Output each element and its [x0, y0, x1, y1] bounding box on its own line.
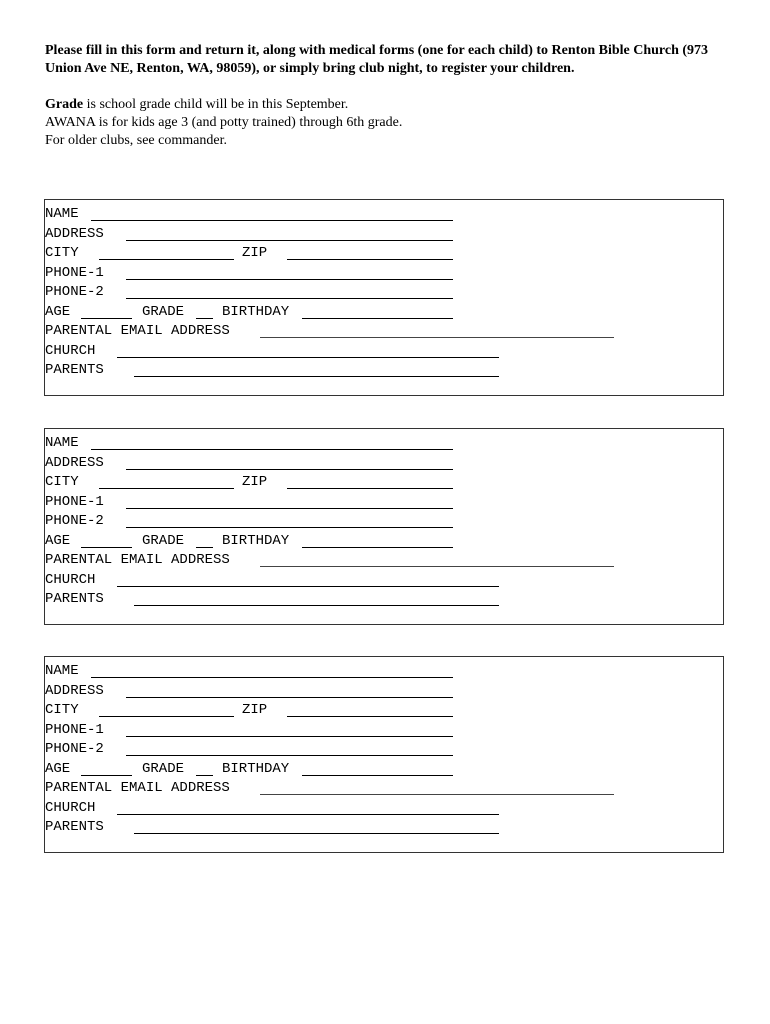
parental-email-row [45, 551, 685, 571]
age-grade-birthday-row [45, 303, 685, 323]
name-field[interactable] [91, 449, 453, 450]
name-row [45, 434, 685, 454]
name-row [45, 662, 685, 682]
city-zip-row [45, 473, 685, 493]
child-form-3 [44, 656, 724, 853]
name-label: NAME [45, 435, 79, 451]
age-grade-birthday-row [45, 532, 685, 552]
address-label: ADDRESS [45, 225, 104, 242]
zip-label: ZIP [242, 702, 268, 718]
city-label: CITY [45, 474, 79, 490]
phone1-label: PHONE-1 [45, 493, 104, 510]
birthday-label: BIRTHDAY [222, 532, 290, 549]
address-label: ADDRESS [45, 454, 104, 471]
grade-term: Grade [45, 97, 84, 112]
phone2-row [45, 283, 685, 303]
city-label: CITY [45, 245, 79, 261]
birthday-field[interactable] [302, 318, 453, 319]
age-field[interactable] [81, 775, 132, 776]
grade-note [45, 96, 735, 114]
name-label: NAME [45, 663, 79, 679]
name-field[interactable] [91, 677, 453, 678]
grade-label: GRADE [142, 760, 185, 777]
phone2-label: PHONE-2 [45, 284, 104, 300]
instructions-bold: Please fill in this form and return it, along with medical forms (one for each child) to Renton Bible Church (973 Union Ave NE, Renton, WA, 98059), or simply bring club night, to register your children. [45, 43, 709, 76]
address-field[interactable] [126, 469, 453, 470]
parental-email-label: PARENTAL EMAIL ADDRESS [45, 323, 230, 339]
parental-email-row [45, 779, 685, 799]
name-label: NAME [45, 206, 79, 222]
church-row [45, 342, 685, 362]
address-row [45, 454, 685, 474]
parental-email-field[interactable] [260, 794, 614, 795]
church-field[interactable] [117, 814, 499, 815]
age-field[interactable] [81, 318, 132, 319]
grade-field[interactable] [196, 775, 213, 776]
city-zip-row [45, 244, 685, 264]
parental-email-row [45, 322, 685, 342]
name-row [45, 205, 685, 225]
zip-field[interactable] [287, 259, 453, 260]
phone2-row [45, 512, 685, 532]
phone2-field[interactable] [126, 527, 453, 528]
parents-label: PARENTS [45, 819, 104, 835]
birthday-label: BIRTHDAY [222, 760, 290, 777]
zip-field[interactable] [287, 488, 453, 489]
parental-email-label: PARENTAL EMAIL ADDRESS [45, 780, 230, 796]
address-label: ADDRESS [45, 682, 104, 699]
phone2-field[interactable] [126, 298, 453, 299]
phone1-label: PHONE-1 [45, 264, 104, 281]
phone1-row [45, 493, 685, 513]
age-label: AGE [45, 760, 71, 777]
birthday-field[interactable] [302, 547, 453, 548]
phone2-label: PHONE-2 [45, 513, 104, 529]
grade-label: GRADE [142, 303, 185, 320]
phone2-label: PHONE-2 [45, 741, 104, 757]
city-field[interactable] [99, 488, 234, 489]
church-field[interactable] [117, 357, 499, 358]
age-label: AGE [45, 532, 71, 549]
phone1-label: PHONE-1 [45, 721, 104, 738]
parents-label: PARENTS [45, 362, 104, 378]
zip-label: ZIP [242, 474, 268, 490]
city-zip-row [45, 701, 685, 721]
older-clubs-note: For older clubs, see commander. [45, 133, 227, 148]
age-field[interactable] [81, 547, 132, 548]
parents-field[interactable] [134, 376, 499, 377]
grade-field[interactable] [196, 318, 213, 319]
church-field[interactable] [117, 586, 499, 587]
parental-email-label: PARENTAL EMAIL ADDRESS [45, 552, 230, 568]
phone1-field[interactable] [126, 736, 453, 737]
instructions [45, 42, 735, 150]
parents-field[interactable] [134, 605, 499, 606]
address-field[interactable] [126, 240, 453, 241]
parents-label: PARENTS [45, 591, 104, 607]
awana-note: AWANA is for kids age 3 (and potty trained) through 6th grade. [45, 115, 403, 130]
church-label: CHURCH [45, 342, 96, 359]
zip-field[interactable] [287, 716, 453, 717]
age-label: AGE [45, 303, 71, 320]
parental-email-field[interactable] [260, 566, 614, 567]
parents-row [45, 361, 685, 381]
grade-field[interactable] [196, 547, 213, 548]
phone1-row [45, 264, 685, 284]
phone2-row [45, 740, 685, 760]
city-field[interactable] [99, 259, 234, 260]
age-grade-birthday-row [45, 760, 685, 780]
child-form-1 [44, 199, 724, 396]
phone1-field[interactable] [126, 279, 453, 280]
grade-note-text: is school grade child will be in this September. [83, 97, 349, 112]
church-label: CHURCH [45, 799, 96, 816]
phone2-field[interactable] [126, 755, 453, 756]
birthday-field[interactable] [302, 775, 453, 776]
zip-label: ZIP [242, 245, 268, 261]
city-label: CITY [45, 702, 79, 718]
address-row [45, 682, 685, 702]
address-field[interactable] [126, 697, 453, 698]
birthday-label: BIRTHDAY [222, 303, 290, 320]
parental-email-field[interactable] [260, 337, 614, 338]
parents-field[interactable] [134, 833, 499, 834]
church-row [45, 799, 685, 819]
church-label: CHURCH [45, 571, 96, 588]
phone1-row [45, 721, 685, 741]
church-row [45, 571, 685, 591]
grade-label: GRADE [142, 532, 185, 549]
instructions-notes [45, 96, 735, 150]
parents-row [45, 818, 685, 838]
child-form-2 [44, 428, 724, 625]
parents-row [45, 590, 685, 610]
phone1-field[interactable] [126, 508, 453, 509]
address-row [45, 225, 685, 245]
name-field[interactable] [91, 220, 453, 221]
city-field[interactable] [99, 716, 234, 717]
